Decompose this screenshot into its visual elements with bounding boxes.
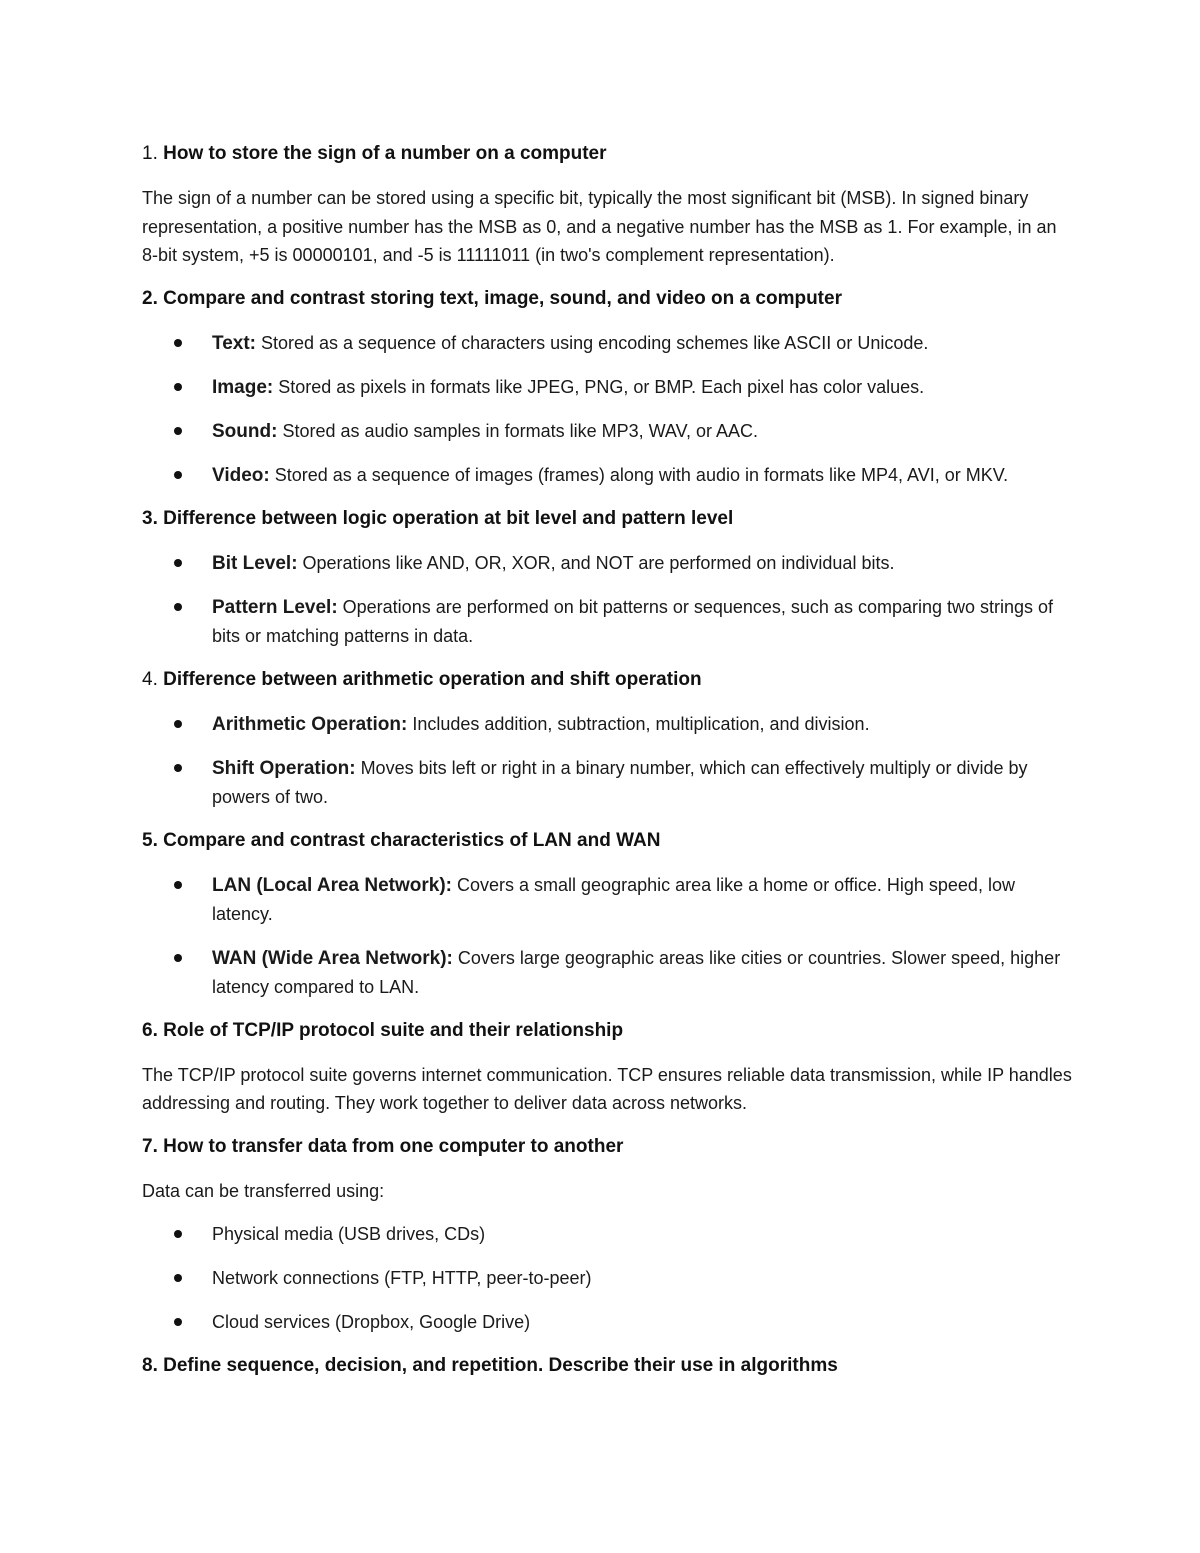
list-item [142,871,1072,929]
list-item [142,1308,1072,1337]
section-number: 7. [142,1135,158,1157]
item-text: Physical media (USB drives, CDs) [212,1224,486,1244]
item-text: Covers a small geographic area like a home or office. High speed, low latency. [212,874,1015,924]
item-term: WAN (Wide Area Network): [212,947,453,969]
bullet-icon [174,720,182,728]
item-term: Shift Operation: [212,757,356,779]
bullet-icon [174,881,182,889]
section-number: 6. [142,1019,158,1041]
section-number: 3. [142,507,158,529]
bullet-icon [174,1274,182,1282]
section-title: Role of TCP/IP protocol suite and their relationship [163,1019,624,1041]
item-text: Stored as a sequence of characters using encoding schemes like ASCII or Unicode. [255,332,929,353]
bullet-icon [174,427,182,435]
section-2-list [142,329,1072,490]
bullet-icon [174,471,182,479]
section-5-list [142,871,1072,1002]
section-8-heading [142,1352,1072,1380]
bullet-icon [174,954,182,962]
bullet-icon [174,1318,182,1326]
section-title: Difference between logic operation at bit level and pattern level [163,507,734,529]
item-term: Text: [212,332,256,354]
section-3-heading [142,505,1072,533]
list-item [142,944,1072,1002]
section-7-paragraph: Data can be transferred using: [142,1180,385,1201]
item-text: Stored as pixels in formats like JPEG, PNG, or BMP. Each pixel has color values. [273,376,925,397]
section-number: 2. [142,287,158,309]
section-title: Define sequence, decision, and repetition. Describe their use in algorithms [163,1355,838,1376]
section-title: How to transfer data from one computer to another [163,1135,624,1157]
section-2-heading [142,285,1072,313]
bullet-icon [174,339,182,347]
section-title: Compare and contrast storing text, image, sound, and video on a computer [163,287,842,309]
section-title: Difference between arithmetic operation and shift operation [163,668,702,690]
item-text: Operations like AND, OR, XOR, and NOT are performed on individual bits. [297,552,895,573]
item-text: Stored as audio samples in formats like MP3, WAV, or AAC. [277,420,758,441]
item-term: Arithmetic Operation: [212,713,408,735]
section-7-list [142,1220,1072,1337]
section-6-paragraph: The TCP/IP protocol suite governs internet communication. TCP ensures reliable data transmission, while IP handles addressing and routing. They work together to deliver data across networks. [142,1064,1072,1113]
bullet-icon [174,559,182,567]
list-item [142,549,1072,578]
list-item [142,1264,1072,1293]
list-item [142,754,1072,812]
item-term: Image: [212,376,274,398]
bullet-icon [174,1230,182,1238]
section-6-heading [142,1017,1072,1045]
bullet-icon [174,764,182,772]
section-7-heading [142,1133,1072,1161]
section-number: 8. [142,1355,158,1376]
list-item [142,373,1072,402]
item-text: Operations are performed on bit patterns or sequences, such as comparing two strings of bits or matching patterns in data. [212,596,1054,646]
list-item [142,329,1072,358]
item-term: Sound: [212,420,278,442]
item-term: Video: [212,464,270,486]
item-text: Includes addition, subtraction, multiplication, and division. [407,713,870,734]
list-item [142,461,1072,490]
section-number: 1. [142,143,158,164]
section-1-heading [142,140,1072,168]
document-page [142,140,1072,1396]
list-item [142,710,1072,739]
section-title: Compare and contrast characteristics of LAN and WAN [163,829,661,851]
section-4-heading [142,666,1072,694]
bullet-icon [174,603,182,611]
item-text: Network connections (FTP, HTTP, peer-to-peer) [212,1268,592,1288]
item-term: Pattern Level: [212,596,338,618]
section-number: 4. [142,668,158,690]
item-term: Bit Level: [212,552,298,574]
section-title: How to store the sign of a number on a computer [163,143,607,164]
section-number: 5. [142,829,158,851]
list-item [142,417,1072,446]
section-3-list [142,549,1072,651]
section-5-heading [142,827,1072,855]
item-term: LAN (Local Area Network): [212,874,452,896]
item-text: Moves bits left or right in a binary number, which can effectively multiply or divide by powers of two. [212,757,1028,807]
item-text: Stored as a sequence of images (frames) along with audio in formats like MP4, AVI, or MKV. [269,464,1009,485]
section-1-paragraph: The sign of a number can be stored using a specific bit, typically the most significant bit (MSB). In signed binary representation, a positive number has the MSB as 0, and a negative number has the MSB as 1. For example, in an 8-bit system, +5 is 00000101, and -5 is 11111011 (in two's complement representation). [142,188,1057,265]
section-4-list [142,710,1072,812]
list-item [142,1220,1072,1249]
bullet-icon [174,383,182,391]
item-text: Covers large geographic areas like cities or countries. Slower speed, higher latency compared to LAN. [212,947,1061,997]
item-text: Cloud services (Dropbox, Google Drive) [212,1312,531,1332]
list-item [142,593,1072,651]
